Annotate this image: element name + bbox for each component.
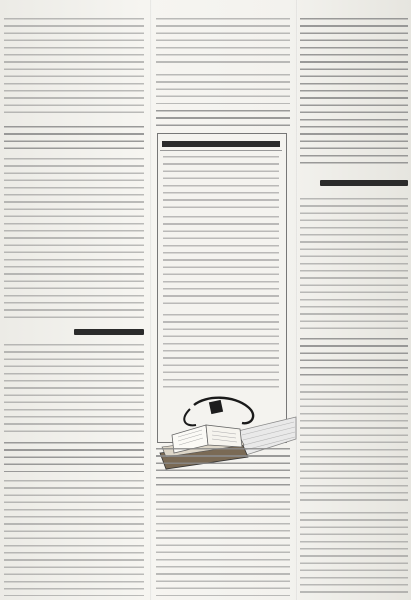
middle-column-paragraph [156, 74, 290, 104]
right-column-section-heading [320, 176, 408, 190]
middle-column [156, 18, 290, 128]
page-fold [150, 0, 152, 600]
right-column-paragraph [300, 338, 408, 378]
boxed-article-paragraph [163, 314, 279, 388]
middle-column-lower [156, 448, 290, 596]
tefillin-icon [184, 398, 253, 426]
left-column-paragraph [4, 158, 144, 318]
left-column-paragraph [4, 442, 144, 472]
right-column-paragraph [300, 18, 408, 168]
left-column-section-heading [74, 326, 144, 338]
right-column-paragraph [300, 198, 408, 330]
middle-column-paragraph [156, 18, 290, 66]
left-column-paragraph [4, 126, 144, 150]
boxed-article-paragraph [163, 216, 279, 306]
left-column-paragraph [4, 480, 144, 596]
boxed-article-paragraph [163, 156, 279, 208]
boxed-article-body [163, 156, 279, 388]
left-column-paragraph [4, 18, 144, 118]
left-column [4, 18, 144, 596]
left-column-paragraph [4, 344, 144, 434]
boxed-article-headline [160, 138, 282, 151]
right-column-paragraph [300, 384, 408, 504]
middle-column-paragraph [156, 448, 290, 486]
middle-column-paragraph [156, 494, 290, 596]
page-fold [296, 0, 298, 600]
right-column-paragraph [300, 512, 408, 596]
middle-column-paragraph [156, 110, 290, 128]
right-column [300, 18, 408, 596]
